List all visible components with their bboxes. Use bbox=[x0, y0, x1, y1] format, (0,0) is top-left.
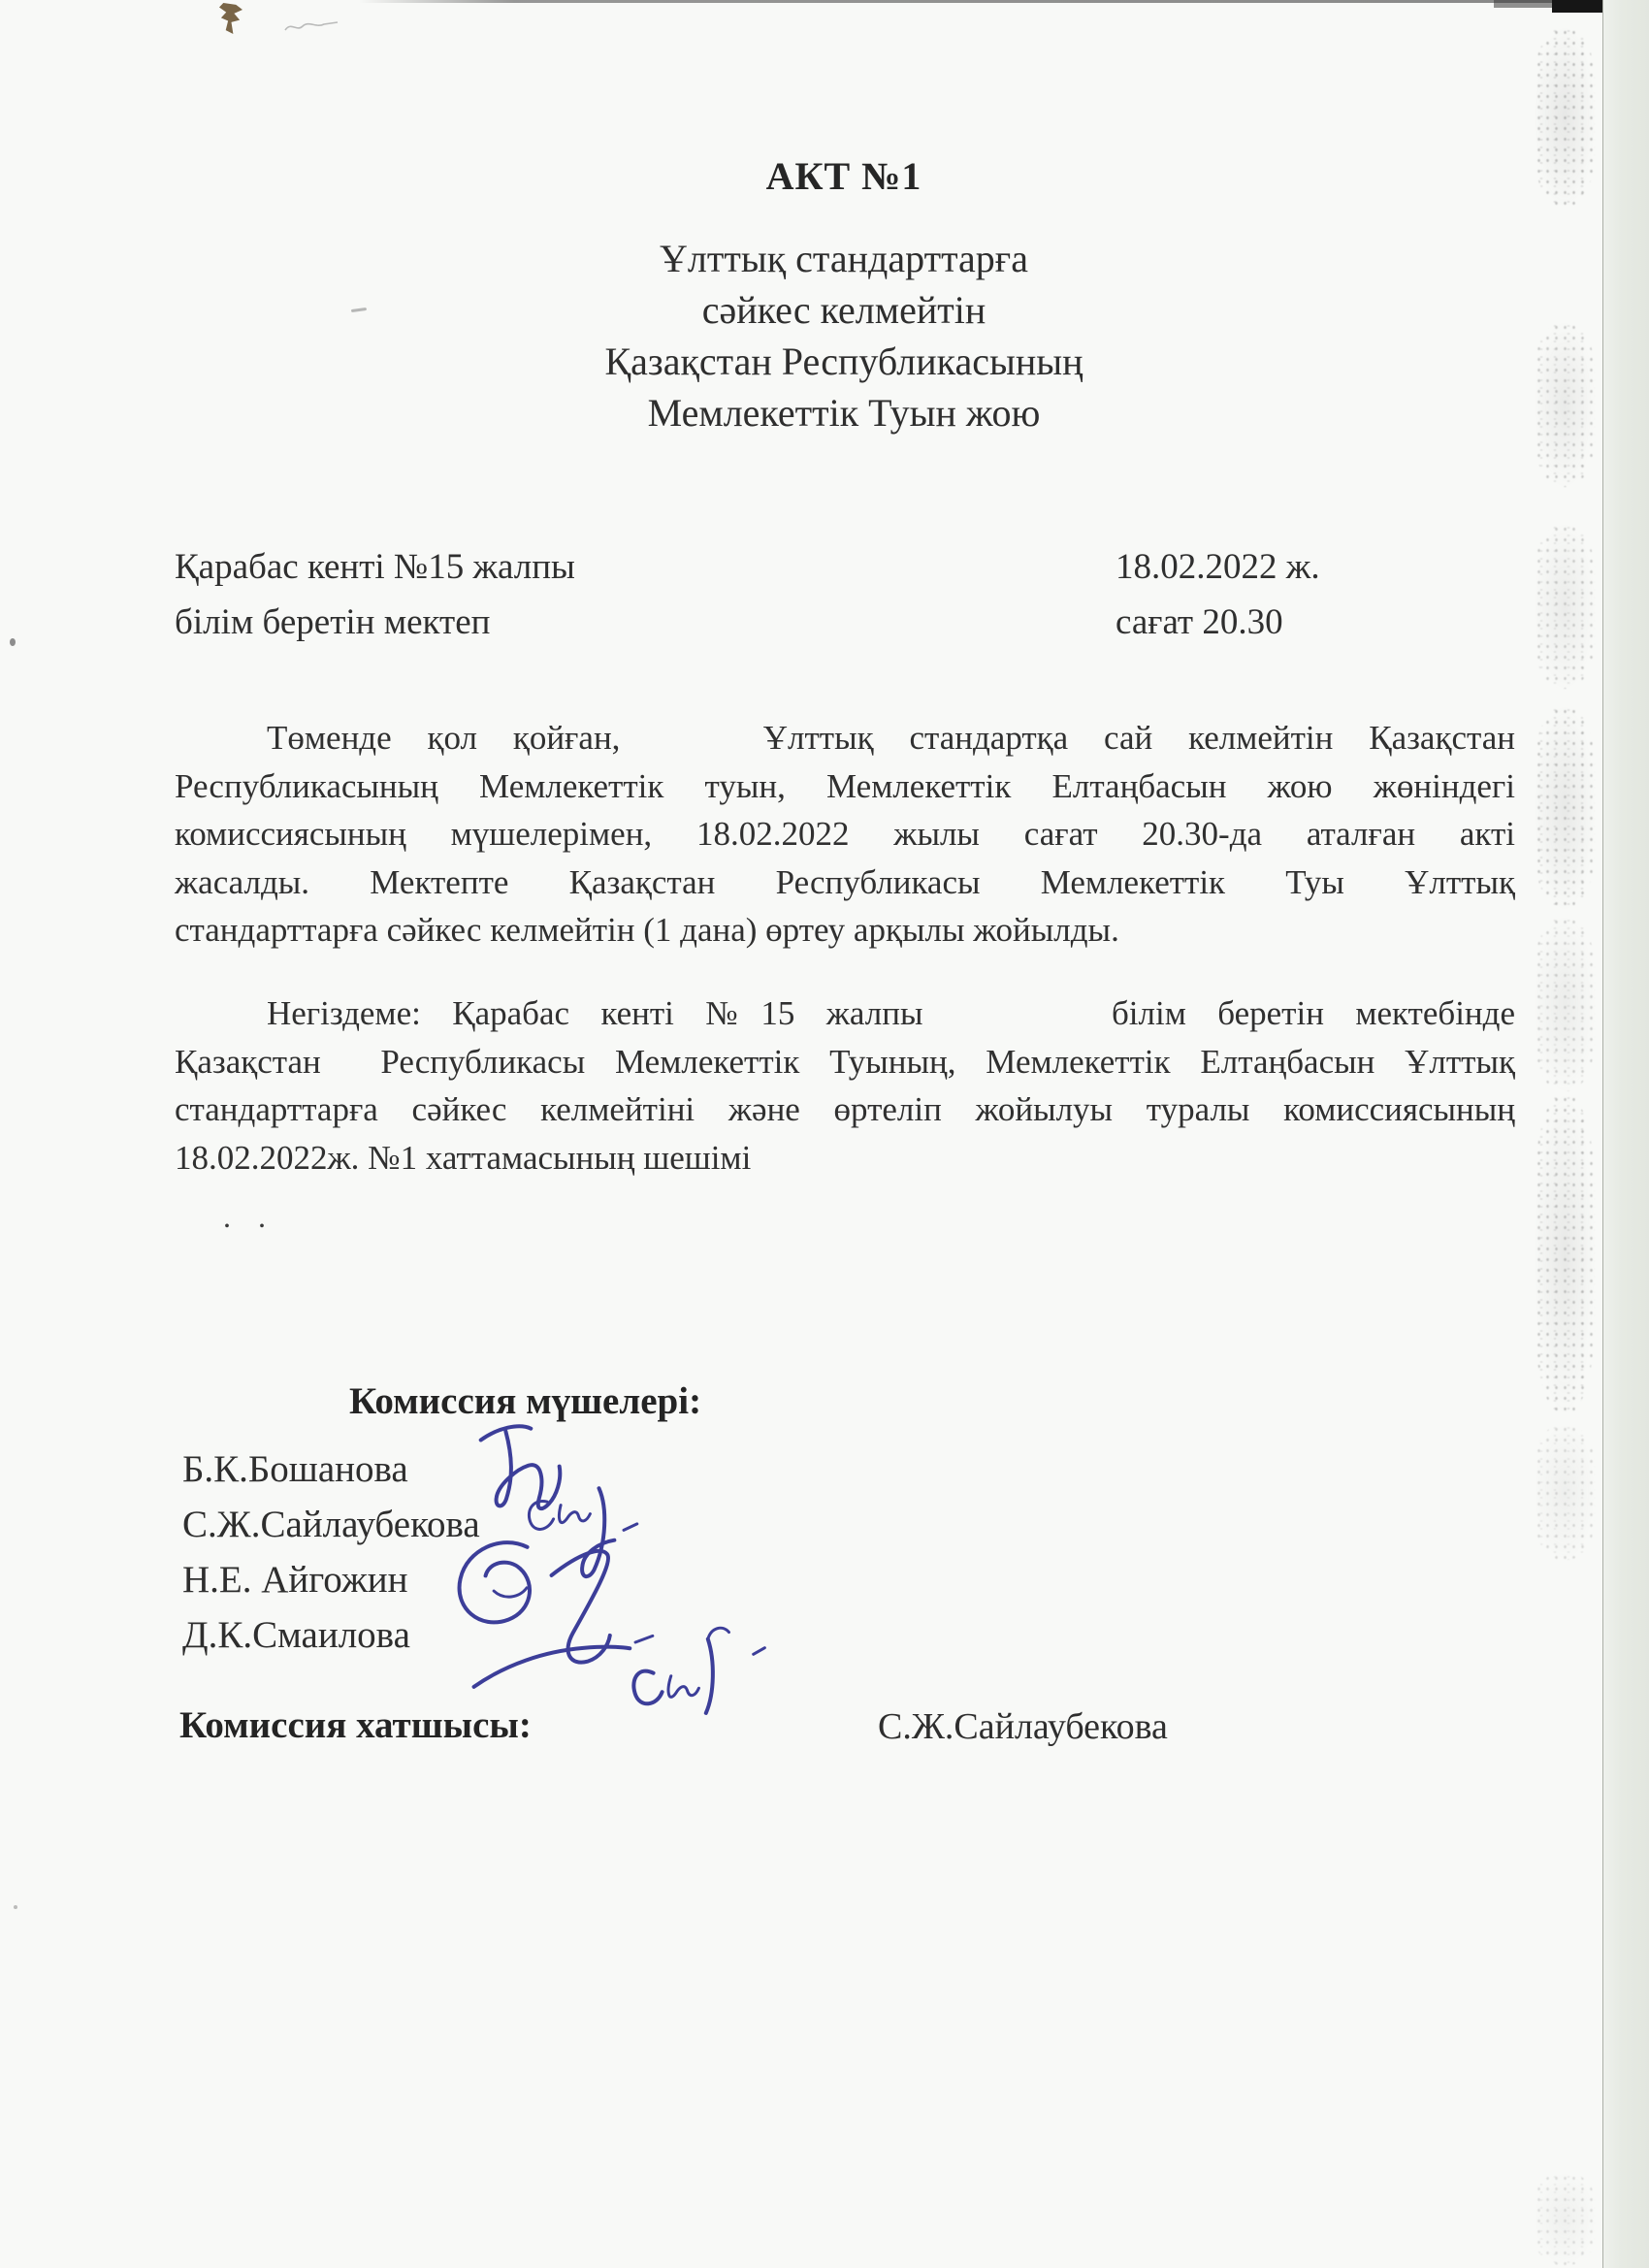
paragraph-line: комиссиясының мүшелерімен, 18.02.2022 жылы сағат 20.30-да аталған акті bbox=[175, 815, 1515, 853]
scan-smudge bbox=[1535, 27, 1595, 207]
ink-speck bbox=[10, 638, 16, 646]
paragraph-line: Республикасының Мемлекеттік туын, Мемлекеттік Елтаңбасын жою жөніндегі bbox=[175, 766, 1515, 805]
subtitle-line: Мемлекеттік Туын жою bbox=[647, 391, 1041, 435]
scan-smudge bbox=[1535, 1424, 1595, 1560]
scanner-background-strip bbox=[1602, 0, 1649, 2268]
org-line-2: білім беретін мектеп bbox=[175, 602, 491, 642]
scan-edge-line bbox=[359, 0, 1649, 3]
paragraph-line: Негіздеме: Қарабас кенті №15 жалпы білім беретін мектебінде bbox=[267, 994, 1515, 1032]
paragraph-line: стандарттарға сәйкес келмейтіні және өртеліп жойылуы туралы комиссиясының bbox=[175, 1090, 1515, 1128]
member-name: Н.Е. Айгожин bbox=[182, 1559, 408, 1601]
scan-smudge bbox=[1535, 706, 1595, 910]
subtitle-line: Қазақстан Республикасының bbox=[604, 340, 1083, 383]
scan-smudge bbox=[1535, 1094, 1595, 1414]
org-line-1: Қарабас кенті №15 жалпы bbox=[175, 547, 575, 587]
paragraph-line: стандарттарға сәйкес келмейтін (1 дана) өртеу арқылы жойылды. bbox=[175, 911, 1119, 949]
doc-title: АКТ №1 bbox=[765, 154, 922, 198]
scan-smudge bbox=[1535, 322, 1595, 487]
doc-subtitle bbox=[175, 233, 1513, 438]
ink-speck bbox=[14, 1905, 17, 1909]
ink-dots: . . bbox=[223, 1199, 275, 1234]
scan-smudge bbox=[1535, 917, 1595, 1091]
paragraph-line: 18.02.2022ж. №1 хаттамасының шешімі bbox=[175, 1138, 752, 1177]
staple-mark bbox=[219, 3, 242, 34]
pencil-scribble bbox=[283, 17, 345, 37]
member-name: Д.К.Смаилова bbox=[182, 1614, 410, 1656]
member-name: С.Ж.Сайлаубекова bbox=[182, 1504, 480, 1545]
secretary-signature bbox=[608, 1609, 799, 1750]
commission-heading: Комиссия мүшелері: bbox=[349, 1380, 702, 1422]
time-line: сағат 20.30 bbox=[1116, 602, 1283, 642]
organization-block bbox=[175, 539, 575, 650]
scan-smudge bbox=[1535, 2173, 1595, 2265]
scan-smudge bbox=[1535, 524, 1595, 689]
secretary-name: С.Ж.Сайлаубекова bbox=[878, 1706, 1168, 1747]
paragraph-1 bbox=[175, 714, 1515, 955]
date-block bbox=[1116, 539, 1320, 650]
subtitle-line: сәйкес келмейтін bbox=[701, 288, 986, 332]
paragraph-line: жасалды. Мектепте Қазақстан Республикасы Мемлекеттік Туы Ұлттық bbox=[175, 862, 1515, 901]
subtitle-line: Ұлттық стандарттарға bbox=[660, 237, 1028, 280]
date-line: 18.02.2022 ж. bbox=[1116, 547, 1320, 587]
secretary-label: Комиссия хатшысы: bbox=[179, 1704, 532, 1746]
paragraph-line: Қазақстан Республикасы Мемлекеттік Туының, Мемлекеттік Елтаңбасын Ұлттық bbox=[175, 1042, 1515, 1081]
paragraph-line: Төменде қол қойған, Ұлттық стандартқа сай келмейтін Қазақстан bbox=[267, 719, 1515, 757]
paragraph-2 bbox=[175, 989, 1515, 1182]
member-name: Б.К.Бошанова bbox=[182, 1448, 408, 1490]
